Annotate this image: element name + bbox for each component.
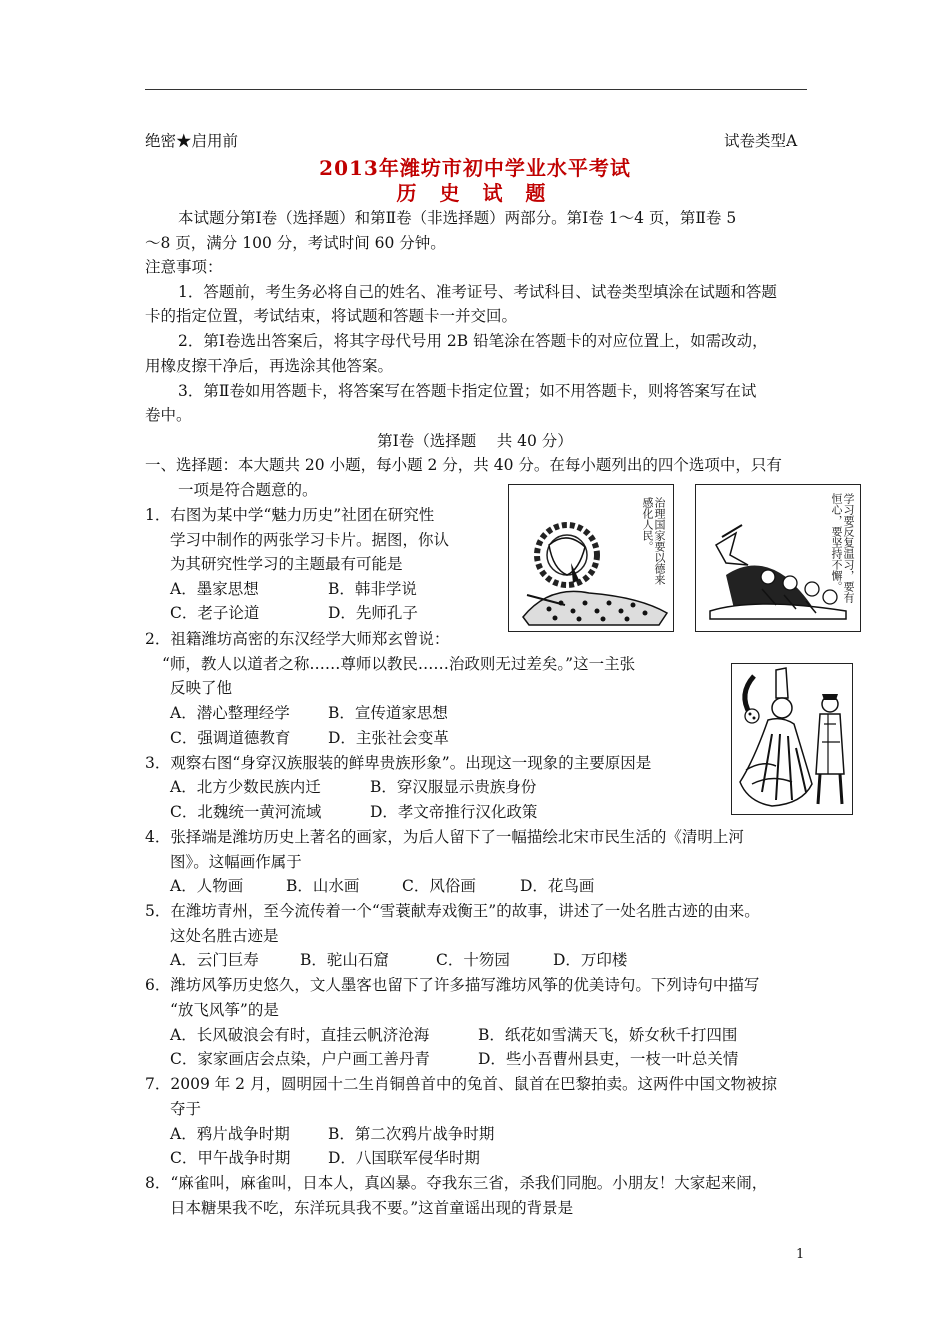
note-line: 1．答题前，考生务必将自己的姓名、准考证号、考试科目、试卷类型填涂在试题和答题 [178,283,777,301]
question-5-stem: 5．在潍坊青州，至今流传着一个“雪蓑献寿戏衡王”的故事，讲述了一处名胜古迹的由来。 [145,902,760,920]
card-2-caption: 学习要反复温习，要有恒心，要坚持不懈。 [830,493,855,603]
question-3-stem: 3．观察右图“身穿汉族服装的鲜卑贵族形象”。出现这一现象的主要原因是 [145,754,652,772]
option-a: A．鸦片战争时期 [170,1125,290,1143]
option-a: A．墨家思想 [170,580,259,598]
option-d: D．孝文帝推行汉化政策 [370,803,538,821]
note-line: 2．第Ⅰ卷选出答案后，将其字母代号用 2B 铅笔涂在答题卡的对应位置上，如需改动， [178,332,768,350]
section-heading: 第Ⅰ卷（选择题 共 40 分） [377,432,573,450]
page-number: 1 [796,1247,805,1262]
question-6-stem: 6．潍坊风筝历史悠久，文人墨客也留下了许多描写潍坊风筝的优美诗句。下列诗句中描写 [145,976,760,994]
question-2-stem: “师，教人以道者之称……尊师以教民……治政则无过差矣。”这一主张 [162,655,636,673]
section-instruction: 一、选择题：本大题共 20 小题，每小题 2 分，共 40 分。在每小题列出的四个选项中，只有 [145,456,782,474]
option-c: C．强调道德教育 [170,729,291,747]
note-line: 用橡皮擦干净后，再选涂其他答案。 [145,357,394,375]
question-1-stem: 为其研究性学习的主题最有可能是 [170,555,403,573]
option-a: A．北方少数民族内迁 [170,778,321,796]
option-c: C．风俗画 [402,877,476,895]
xianbei-noble-in-han-clothing-image [731,663,853,815]
question-8-stem: 8．“麻雀叫，麻雀叫，日本人，真凶暴。夺我东三省，杀我们同胞。小朋友！大家起来闹， [145,1174,768,1192]
option-b: B．穿汉服显示贵族身份 [370,778,537,796]
option-b: B．韩非学说 [328,580,417,598]
intro-line: ～8 页，满分 100 分，考试时间 60 分钟。 [145,234,446,252]
option-d: D．主张社会变革 [328,729,449,747]
note-line: 卡的指定位置，考试结束，将试题和答题卡一并交回。 [145,307,518,325]
option-c: C．老子论道 [170,604,260,622]
option-d: D．万印楼 [553,951,628,969]
option-d: D．花鸟画 [520,877,595,895]
option-d: D．八国联军侵华时期 [328,1149,480,1167]
option-c: C．家家画店会点染，户户画工善丹青 [170,1050,430,1068]
note-line: 卷中。 [145,406,192,424]
question-1-stem: 1．右图为某中学“魅力历史”社团在研究性 [145,506,435,524]
option-a: A．人物画 [170,877,244,895]
question-6-stem: “放飞风筝”的是 [170,1001,279,1019]
paper-type-label: 试卷类型A [724,132,798,150]
option-a: A．潜心整理经学 [170,704,290,722]
notes-heading: 注意事项： [145,258,223,276]
option-b: B．宣传道家思想 [328,704,448,722]
option-b: B．纸花如雪满天飞，娇女秋千打四围 [478,1026,738,1044]
xianbei-noble-illustration [732,664,852,814]
study-card-learning [695,484,861,632]
option-c: C．北魏统一黄河流域 [170,803,322,821]
top-rule [145,89,807,90]
question-7-stem: 夺于 [170,1100,202,1118]
study-card-virtue [508,484,674,632]
question-4-stem: 图》。这幅画作属于 [170,853,302,871]
option-d: D．些小吾曹州县吏，一枝一叶总关情 [478,1050,739,1068]
note-line: 3．第Ⅱ卷如用答题卡，将答案写在答题卡指定位置；如不用答题卡，则将答案写在试 [178,382,757,400]
question-5-stem: 这处名胜古迹是 [170,927,279,945]
card-1-caption: 治理国家要以德来感化人民。 [641,497,666,585]
exam-title: 2013年潍坊市初中学业水平考试 [319,156,631,180]
option-a: A．长风破浪会有时，直挂云帆济沧海 [170,1026,430,1044]
question-2-stem: 2．祖籍潍坊高密的东汉经学大师郑玄曾说： [145,630,450,648]
option-a: A．云门巨寿 [170,951,259,969]
question-7-stem: 7．2009 年 2 月，圆明园十二生肖铜兽首中的兔首、鼠首在巴黎拍卖。这两件中国文物被掠 [145,1075,777,1093]
question-4-stem: 4．张择端是潍坊历史上著名的画家，为后人留下了一幅描绘北宋市民生活的《清明上河 [145,828,744,846]
section-instruction: 一项是符合题意的。 [178,481,318,499]
intro-line: 本试题分第Ⅰ卷（选择题）和第Ⅱ卷（非选择题）两部分。第Ⅰ卷 1～4 页，第Ⅱ卷 5 [178,209,737,227]
question-1-stem: 学习中制作的两张学习卡片。据图，你认 [170,531,450,549]
option-b: B．驼山石窟 [300,951,389,969]
question-2-stem: 反映了他 [170,679,233,697]
classification-label: 绝密★启用前 [145,132,239,150]
exam-subject-title: 历 史 试 题 [396,181,554,205]
option-d: D．先师孔子 [328,604,418,622]
option-b: B．第二次鸦片战争时期 [328,1125,495,1143]
question-8-stem: 日本糖果我不吃，东洋玩具我不要。”这首童谣出现的背景是 [170,1199,574,1217]
option-c: C．十笏园 [436,951,510,969]
option-c: C．甲午战争时期 [170,1149,291,1167]
option-b: B．山水画 [286,877,360,895]
